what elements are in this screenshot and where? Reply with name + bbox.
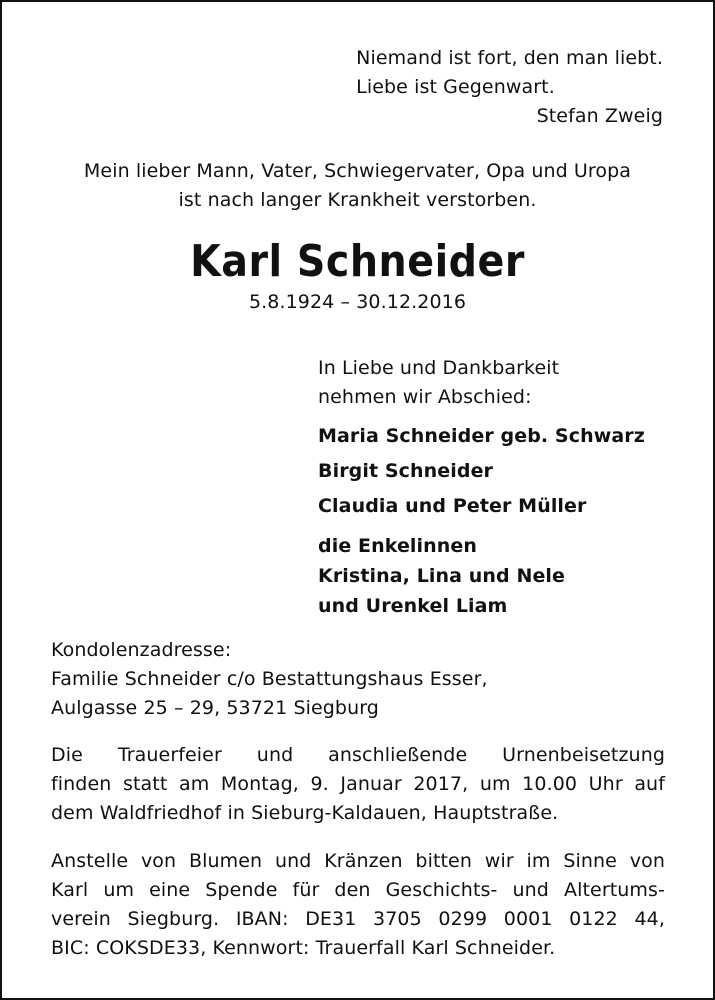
ceremony-info bbox=[51, 741, 665, 828]
condolence-address bbox=[51, 636, 665, 723]
farewell-line-2: nehmen wir Abschied: bbox=[318, 386, 532, 408]
family-list bbox=[318, 421, 645, 521]
quote-author: Stefan Zweig bbox=[536, 105, 663, 127]
ceremony-line-1: Die Trauerfeier und anschließende Urnenbeisetzung bbox=[51, 744, 665, 766]
family-member: Maria Schneider geb. Schwarz bbox=[318, 425, 645, 447]
farewell-text bbox=[318, 354, 559, 412]
address-line-2: Aulgasse 25 – 29, 53721 Siegburg bbox=[51, 697, 379, 719]
announcement-text bbox=[2, 157, 713, 215]
ceremony-line-3: dem Waldfriedhof in Sieburg-Kaldauen, Hauptstraße. bbox=[51, 802, 559, 824]
donation-info bbox=[51, 847, 665, 963]
farewell-line-1: In Liebe und Dankbarkeit bbox=[318, 357, 560, 379]
announcement-line-2: ist nach langer Krankheit verstorben. bbox=[178, 189, 537, 211]
epigraph-quote bbox=[356, 44, 663, 131]
donation-line-4: BIC: COKSDE33, Kennwort: Trauerfall Karl Schneider. bbox=[51, 937, 556, 959]
quote-line-1: Niemand ist fort, den man liebt. bbox=[356, 47, 663, 69]
quote-line-2: Liebe ist Gegenwart. bbox=[356, 76, 555, 98]
grandchildren-line-2: Kristina, Lina und Nele bbox=[318, 565, 566, 587]
life-dates: 5.8.1924 – 30.12.2016 bbox=[248, 291, 467, 313]
ceremony-line-2: finden statt am Montag, 9. Januar 2017, um 10.00 Uhr auf bbox=[51, 773, 665, 795]
grandchildren-line-3: und Urenkel Liam bbox=[318, 595, 508, 617]
family-member: Claudia und Peter Müller bbox=[318, 495, 587, 517]
address-label: Kondolenzadresse: bbox=[51, 639, 232, 661]
family-member: Birgit Schneider bbox=[318, 460, 494, 482]
donation-line-1: Anstelle von Blumen und Kränzen bitten wir im Sinne von bbox=[51, 850, 665, 872]
address-line-1: Familie Schneider c/o Bestattungshaus Esser, bbox=[51, 668, 488, 690]
donation-line-2: Karl um eine Spende für den Geschichts- und Altertums- bbox=[51, 879, 665, 901]
deceased-name: Karl Schneider bbox=[190, 236, 525, 287]
grandchildren bbox=[318, 531, 565, 621]
announcement-line-1: Mein lieber Mann, Vater, Schwiegervater, Opa und Uropa bbox=[83, 160, 632, 182]
grandchildren-line-1: die Enkelinnen bbox=[318, 535, 478, 557]
donation-line-3: verein Siegburg. IBAN: DE31 3705 0299 0001 0122 44, bbox=[51, 908, 665, 930]
